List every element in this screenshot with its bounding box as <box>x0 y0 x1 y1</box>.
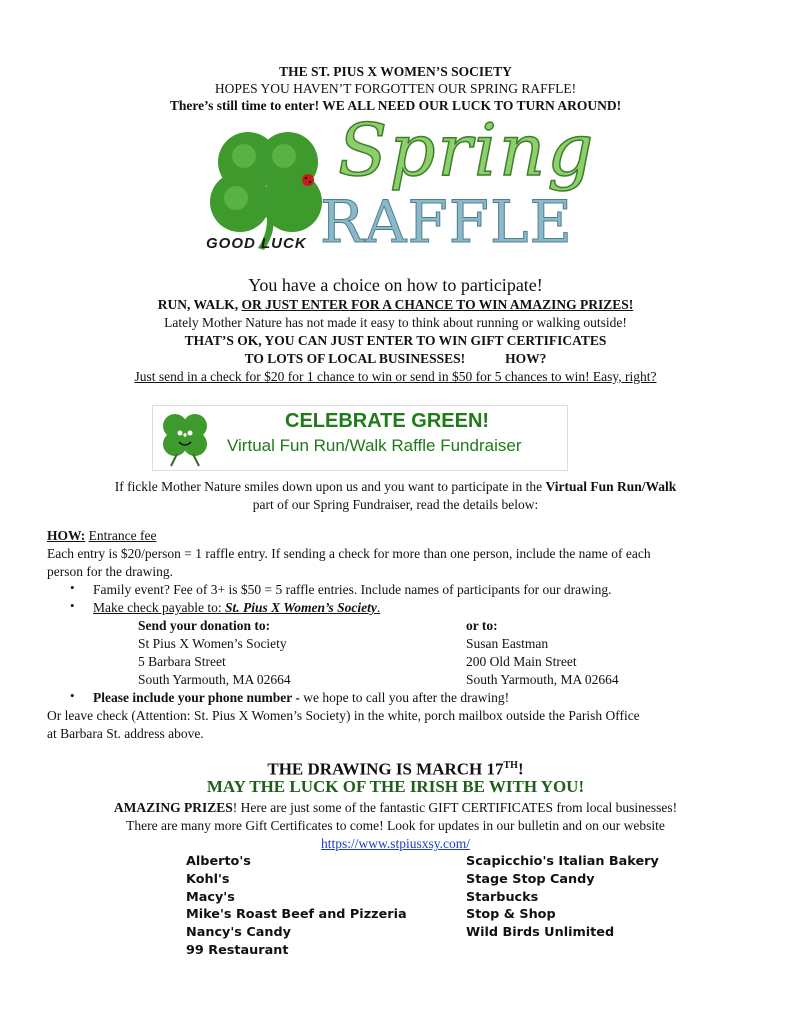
fickle-line-1 <box>0 478 791 495</box>
payable-name: St. Pius X Women’s Society <box>224 600 377 615</box>
entrance-fee: Entrance fee <box>88 528 157 543</box>
bullet-icon: • <box>70 688 75 703</box>
address-left-city: South Yarmouth, MA 02664 <box>138 672 291 687</box>
prizes-bold: AMAZING PRIZES <box>113 800 233 815</box>
payable-line <box>93 599 380 617</box>
address-right-street: 200 Old Main Street <box>466 654 577 669</box>
ladybug-icon <box>302 174 314 186</box>
celebrate-subtitle: Virtual Fun Run/Walk Raffle Fundraiser <box>227 436 522 455</box>
payable-suffix: . <box>376 600 381 615</box>
prizes-left-list <box>186 853 407 960</box>
run-walk-line <box>0 296 791 313</box>
drawing-end: ! <box>517 759 524 779</box>
dancing-clover-icon <box>153 406 219 470</box>
local-line <box>0 350 791 367</box>
raffle-block-title: RAFFLE <box>320 188 573 256</box>
bullet-icon: • <box>70 580 75 595</box>
phone-rest: we hope to call you after the drawing! <box>303 690 510 705</box>
address-left-name: St Pius X Women’s Society <box>138 636 287 651</box>
choice-heading: You have a choice on how to participate! <box>248 275 543 295</box>
fickle-line-2: part of our Spring Fundraiser, read the details below: <box>252 497 539 512</box>
website-line <box>0 835 791 852</box>
fickle-text-1: If fickle Mother Nature smiles down upon us and you want to participate in the <box>114 479 546 494</box>
header-line-2: HOPES YOU HAVEN’T FORGOTTEN OUR SPRING RAFFLE! <box>214 81 577 96</box>
address-right-city: South Yarmouth, MA 02664 <box>466 672 619 687</box>
spring-script-title: Spring <box>338 108 596 192</box>
list-item: Starbucks <box>466 889 539 905</box>
address-right-heading: or to: <box>466 618 498 633</box>
luck-line: MAY THE LUCK OF THE IRISH BE WITH YOU! <box>206 777 585 796</box>
list-item: Alberto's <box>186 854 251 869</box>
list-item: Wild Birds Unlimited <box>466 925 615 941</box>
bullet-icon: • <box>70 598 75 613</box>
drawing-sup: TH <box>503 760 518 771</box>
entry-line-2: person for the drawing. <box>47 564 173 579</box>
prizes-line-2: There are many more Gift Certificates to come! Look for updates in our bulletin and on our website <box>126 818 665 833</box>
prizes-line-1 <box>0 799 791 816</box>
spring-raffle-banner <box>200 108 596 260</box>
list-item: Nancy's Candy <box>186 925 292 941</box>
mailbox-line-1: Or leave check (Attention: St. Pius X Women’s Society) in the white, porch mailbox outside the Parish Office <box>47 708 640 723</box>
address-left-heading: Send your donation to: <box>138 618 271 633</box>
address-right-name: Susan Eastman <box>466 636 549 651</box>
list-item: Macy's <box>186 889 235 905</box>
drawing-text: THE DRAWING IS MARCH 17 <box>267 759 504 779</box>
how-text: HOW? <box>505 351 547 366</box>
list-item: 99 Restaurant <box>186 942 289 958</box>
local-text: TO LOTS OF LOCAL BUSINESSES! <box>244 351 466 366</box>
send-check-line: Just send in a check for $20 for 1 chance to win or send in $50 for 5 chances to win! Easy, right? <box>134 369 657 384</box>
run-walk-text: RUN, WALK, <box>157 297 242 312</box>
or-enter-text: OR JUST ENTER FOR A CHANCE TO WIN AMAZING PRIZES! <box>241 297 634 312</box>
family-line: Family event? Fee of 3+ is $50 = 5 raffle entries. Include names of participants for our drawing. <box>93 582 612 597</box>
mailbox-line-2: at Barbara St. address above. <box>47 726 204 741</box>
list-item: Scapicchio's Italian Bakery <box>466 854 659 869</box>
phone-bold: Please include your phone number - <box>93 690 304 705</box>
celebrate-green-banner <box>152 405 568 471</box>
mother-nature-line: Lately Mother Nature has not made it easy to think about running or walking outside! <box>164 315 627 330</box>
how-label: HOW: <box>47 528 86 543</box>
prizes-line-1-rest: ! Here are just some of the fantastic GIFT CERTIFICATES from local businesses! <box>232 800 678 815</box>
phone-line <box>93 689 509 707</box>
list-item: Mike's Roast Beef and Pizzeria <box>186 907 407 923</box>
address-left-street: 5 Barbara Street <box>138 654 226 669</box>
good-luck-text: GOOD LUCK <box>206 235 307 252</box>
payable-prefix: Make check payable to: <box>93 600 225 615</box>
list-item: Kohl's <box>186 871 230 887</box>
entry-line-1: Each entry is $20/person = 1 raffle entry. If sending a check for more than one person, include the name of each <box>47 546 651 561</box>
celebrate-title: CELEBRATE GREEN! <box>285 410 490 432</box>
ok-line: THAT’S OK, YOU CAN JUST ENTER TO WIN GIFT CERTIFICATES <box>184 333 607 348</box>
list-item: Stage Stop Candy <box>466 871 595 887</box>
header-line-3: There’s still time to enter! WE ALL NEED OUR LUCK TO TURN AROUND! <box>169 98 622 113</box>
list-item: Stop & Shop <box>466 907 556 923</box>
fickle-bold: Virtual Fun Run/Walk <box>545 479 677 494</box>
prizes-right-list <box>466 853 659 942</box>
header-line-1: THE ST. PIUS X WOMEN’S SOCIETY <box>279 64 512 79</box>
how-heading <box>47 527 156 545</box>
website-link[interactable]: https://www.stpiusxsy.com/ <box>320 836 470 851</box>
